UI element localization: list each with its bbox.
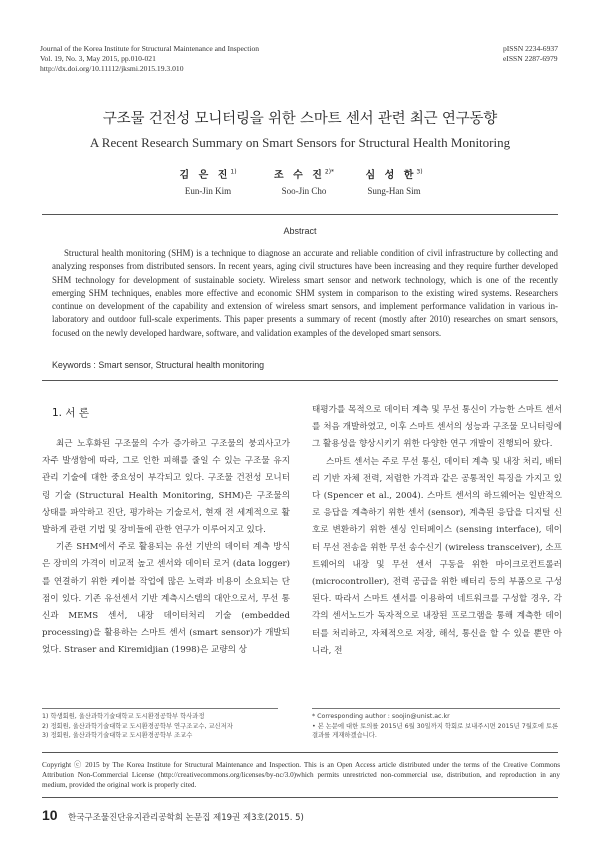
body-right-column <box>312 402 562 660</box>
author-3 <box>334 166 454 196</box>
keywords: Keywords : Smart sensor, Structural health monitoring <box>52 360 265 370</box>
pissn: pISSN 2234-6937 <box>502 44 558 53</box>
abstract-text: Structural health monitoring (SHM) is a technique to diagnose an accurate and reliable condition of civil infrastructure by collecting and analyzing responses from distributed sensors. In recent years, aging civil structures have been increasing and they require further developed SHM technology for development of sustainable society. Wireless smart sensor and network technology, which is one of the recently emerging SHM techniques, enables more effective and economic SHM system in comparison to the existing wired systems. Researchers continue on development of the capability and extension of wireless smart sensors, and implement performance validation in various in-laboratory and outdoor full-scale experiments. This paper presents a summary of recent (mostly after 2010) researches on smart sensors, focused on the newly developed hardware, software, and validation examples of the developed smart sensors. <box>52 248 558 338</box>
footer-rule <box>42 797 558 798</box>
title-korean: 구조물 건전성 모니터링을 위한 스마트 센서 관련 최근 연구동향 <box>102 111 498 127</box>
copyright-rule <box>42 752 558 753</box>
corresponding-author: * Corresponding author : soojin@unist.ac.kr <box>312 713 450 720</box>
abstract-bottom-rule <box>42 380 558 381</box>
author-1-name-ko: 김 은 진 <box>179 170 231 181</box>
paragraph: 기존 SHM에서 주로 활용되는 유선 기반의 데이터 계측 방식은 장비의 가격이 비교적 높고 센서와 데이터 로거 (data logger)를 연결하기 위한 케이블 작업에 많은 노력과 비용이 소요되는 단점이 있다. 기존 유선센서 기반 계측시스템의 대안으로서, 무선 통신과 MEMS 센서, 내장 데이터처리 기술 (embedded processing)을 활용하는 스마트 센서 (smart sensor)가 개발되었다. Straser and Kiremidjian (1998)은 교량의 상 <box>42 542 290 656</box>
footnote-rule-right <box>312 708 560 709</box>
author-2-name-en: Soo-Jin Cho <box>281 186 327 196</box>
body-left-column <box>42 436 290 660</box>
doi-link[interactable]: http://dx.doi.org/10.11112/jksmi.2015.19.3.010 <box>40 64 184 74</box>
paragraph: 태평가를 목적으로 데이터 계측 및 무선 통신이 가능한 스마트 센서를 처음 개발하였고, 이후 스마트 센서의 성능과 구조물 모니터링에 그 활용성을 향상시키기 위한 다양한 연구 개발이 진행되어 왔다. <box>312 405 562 450</box>
footnote: 2) 정회원, 울산과학기술대학교 도시환경공학부 연구조교수, 교신저자 <box>42 722 233 730</box>
issn-block <box>503 44 558 64</box>
eissn: eISSN 2287-6979 <box>502 54 558 64</box>
footnote: 1) 학생회원, 울산과학기술대학교 도시환경공학부 학사과정 <box>42 713 205 720</box>
footnotes-left <box>42 712 292 741</box>
abstract-heading: Abstract <box>283 226 317 236</box>
journal-header <box>40 44 259 75</box>
author-1-affil: 1) <box>230 168 237 176</box>
discussion-note: • 본 논문에 대한 토의를 2015년 6월 30일까지 학회로 보내주시면 2015년 7월호에 토론결과를 게재하겠습니다. <box>312 722 559 739</box>
author-3-name-ko: 심 성 한 <box>365 170 417 181</box>
copyright-notice: Copyright ⓒ 2015 by The Korea Institute for Structural Maintenance and Inspection. This is an Open Access article distributed under the terms of the Creative Commons Attribution Non-Commercial License (http://creativecommons.org/licenses/by-nc/3.0)which permits unrestricted non-commercial use, distribution, and reproduction in any medium, provided the original work is properly cited. <box>42 761 560 789</box>
page-number: 10 <box>42 807 58 823</box>
author-3-affil: 3) <box>416 168 423 176</box>
title-english: A Recent Research Summary on Smart Sensors for Structural Health Monitoring <box>89 135 511 150</box>
footnotes-right <box>312 712 560 741</box>
footnote: 3) 정회원, 울산과학기술대학교 도시환경공학부 조교수 <box>42 732 193 739</box>
author-3-name-en: Sung-Han Sim <box>367 186 421 196</box>
section-heading-introduction: 1. 서 론 <box>52 407 89 419</box>
author-2-name-ko: 조 수 진 <box>273 170 325 181</box>
journal-name: Journal of the Korea Institute for Structural Maintenance and Inspection <box>40 44 260 53</box>
paragraph: 스마트 센서는 주로 무선 통신, 데이터 계측 및 내장 처리, 배터리 기반 자체 전력, 저렴한 가격과 같은 공통적인 특징을 가지고 있다 (Spencer et al., 2004). 스마트 센서의 하드웨어는 일반적으로 응답을 계측하기 위한 센서 (sensor), 계측된 응답을 디지털 신호로 변환하기 위한 센싱 인터페이스 (sensing interface), 데이터 무선 전송을 위한 무선 송수신기 (wireless transceiver), 소프트웨어의 내장 및 무선 센서 구동을 위한 마이크로컨트롤러 (microcontroller), 전력 공급을 위한 배터리 등의 부품으로 구성된다. 따라서 스마트 센서를 이용하여 네트워크를 구성할 경우, 각각의 센서노드가 독자적으로 내장된 프로그램을 통해 계측한 데이터를 처리하고, 자체적으로 저장, 해석, 통신을 할 수 있을 뿐만 아니라, 전 <box>312 456 562 656</box>
abstract-top-rule <box>42 214 558 215</box>
author-2-affil: 2)* <box>324 168 335 176</box>
journal-volume: Vol. 19, No. 3, May 2015, pp.010-021 <box>40 54 156 64</box>
footnote-rule-left <box>42 708 278 709</box>
footer-journal-name: 한국구조물진단유지관리공학회 논문집 제19권 제3호(2015. 5) <box>68 813 304 823</box>
author-1-name-en: Eun-Jin Kim <box>184 186 232 196</box>
paragraph: 최근 노후화된 구조물의 수가 증가하고 구조물의 붕괴사고가 자주 발생함에 따라, 그로 인한 피해를 줄일 수 있는 구조물 유지 관리 기술에 대한 중요성이 부각되고 있다. 구조물 건전성 모니터링 기술 (Structural Health Monitoring, SHM)은 구조물의 상태를 파악하고 진단, 평가하는 기술로서, 현재 전 세계적으로 활발하게 관련 기법 및 장비들에 관한 연구가 이루어지고 있다. <box>42 439 290 536</box>
